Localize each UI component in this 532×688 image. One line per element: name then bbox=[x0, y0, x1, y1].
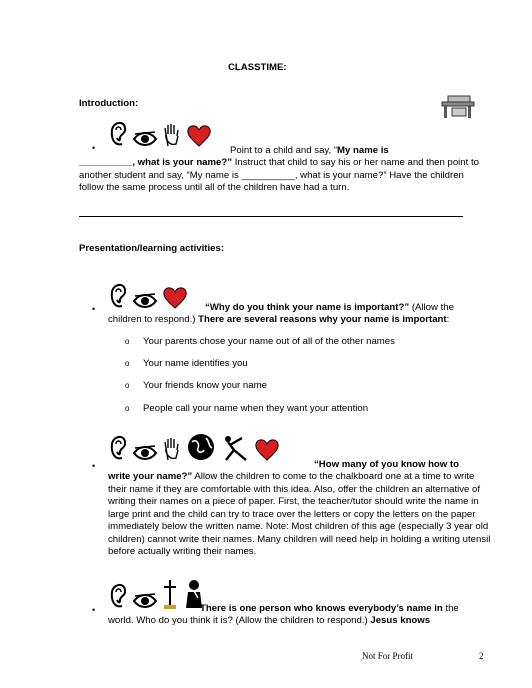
ear-icon bbox=[108, 432, 128, 462]
eye-icon bbox=[132, 444, 158, 462]
item3-line1: There is one person who knows everybody’s name in the bbox=[200, 603, 459, 614]
page-title: CLASSTIME: bbox=[228, 62, 287, 73]
hand-icon bbox=[162, 122, 182, 148]
item3-bullet: • bbox=[92, 605, 96, 615]
subitem-text: People call your name when they want your attention bbox=[143, 403, 369, 414]
item3-bold1: There is one person who knows everybody’s name in bbox=[200, 603, 443, 614]
intro-line1 bbox=[230, 145, 490, 158]
item2-line1 bbox=[314, 459, 459, 472]
heart-icon bbox=[186, 124, 212, 148]
ear-icon bbox=[108, 280, 128, 310]
desk-chair-icon bbox=[440, 92, 476, 125]
intro-text-rest: Instruct that child to say his or her name and then point to another student and say, “My name is __________, what is your name?” Have the children follow the same process until all of the children have had a turn. bbox=[79, 157, 479, 193]
item1-bold-question: “Why do you think your name is important?” bbox=[205, 302, 410, 313]
eye-icon bbox=[132, 592, 158, 610]
item1-icons bbox=[108, 280, 188, 310]
stretching-person-icon bbox=[220, 434, 250, 462]
item2-paragraph bbox=[108, 471, 492, 559]
cross-icon bbox=[162, 578, 178, 610]
footer-note: Not For Profit bbox=[362, 651, 414, 661]
subitem-2 bbox=[125, 380, 267, 393]
heart-icon bbox=[162, 286, 188, 310]
ear-icon bbox=[108, 118, 128, 148]
item3-icons bbox=[108, 578, 206, 610]
item1-bullet: • bbox=[92, 304, 96, 314]
section-divider bbox=[79, 216, 463, 217]
ear-icon bbox=[108, 580, 128, 610]
presentation-heading: Presentation/learning activities: bbox=[79, 243, 225, 254]
subitem-text: Your friends know your name bbox=[143, 380, 267, 391]
subitem-0 bbox=[125, 336, 395, 349]
item2-bold-line1: “How many of you know how to bbox=[314, 459, 459, 470]
sub-marker: o bbox=[125, 337, 130, 346]
item2-icons bbox=[108, 432, 280, 462]
eye-icon bbox=[132, 292, 158, 310]
item2-bold-line2: write your name?” bbox=[108, 471, 193, 482]
item3-bold2: Jesus knows bbox=[370, 615, 431, 626]
sub-marker: o bbox=[125, 381, 130, 390]
intro-bold-question: __________, what is your name?” bbox=[79, 157, 233, 168]
globe-icon bbox=[186, 432, 216, 462]
page-number: 2 bbox=[479, 651, 484, 661]
item1-line2: children to respond.) There are several reasons why your name is important: bbox=[108, 314, 450, 325]
subitem-3 bbox=[125, 403, 368, 416]
item1-bold-reasons: There are several reasons why your name is important bbox=[198, 314, 447, 325]
item2-bullet: • bbox=[92, 461, 96, 471]
subitem-text: Your name identifies you bbox=[143, 358, 248, 369]
item2-text: Allow the children to come to the chalkboard one at a time to write their name if they are comfortable with this idea. Also, offer the children an alternative of writing their names on a piece of paper. First, the teacher/tutor should write the name in large print and the child can try to trace over the letters or copy the letters on the paper immediately below the written name. Note: Most children of this age (especially 3 year old children) cannot write their names. Many children will need help in holding a writing utensil before actually writing their names. bbox=[108, 471, 491, 557]
intro-text-lead: Point to a child and say, “ bbox=[230, 145, 338, 156]
eye-icon bbox=[132, 130, 158, 148]
intro-icons bbox=[108, 118, 212, 148]
intro-bold-line1: My name is bbox=[337, 145, 389, 156]
intro-bullet: • bbox=[92, 143, 96, 153]
intro-paragraph bbox=[79, 157, 489, 195]
heart-icon bbox=[254, 438, 280, 462]
introduction-heading: Introduction: bbox=[79, 98, 139, 109]
subitem-1 bbox=[125, 358, 248, 371]
sub-marker: o bbox=[125, 359, 130, 368]
hand-icon bbox=[162, 436, 182, 462]
subitem-text: Your parents chose your name out of all of the other names bbox=[143, 336, 395, 347]
sub-marker: o bbox=[125, 404, 130, 413]
item3-line2: world. Who do you think it is? (Allow the children to respond.) Jesus knows bbox=[108, 615, 431, 626]
item1-line1: “Why do you think your name is important?” (Allow the bbox=[205, 302, 454, 313]
